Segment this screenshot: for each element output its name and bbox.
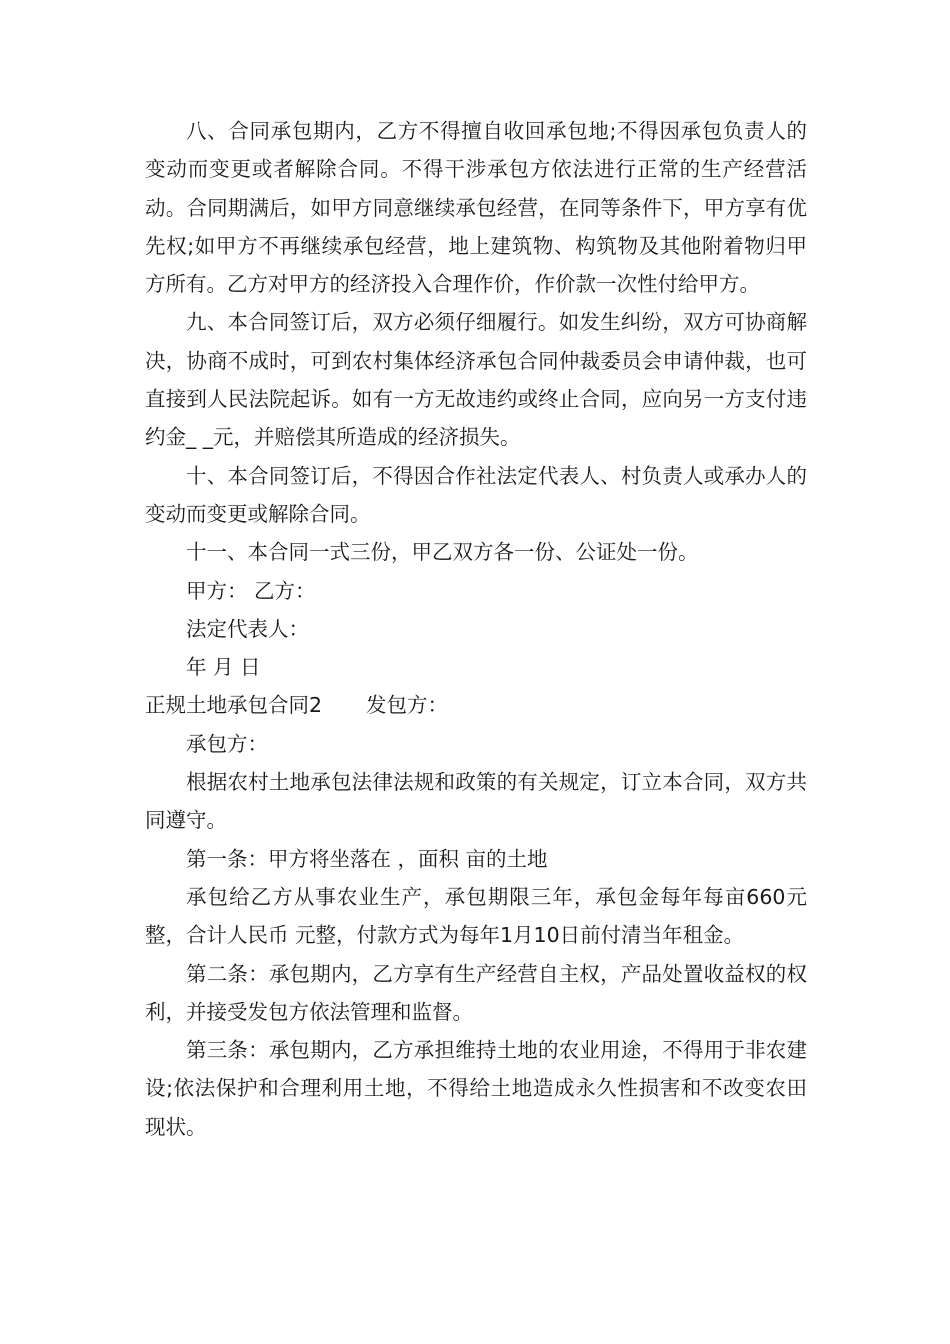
legal-representative-line: 法定代表人： (186, 616, 309, 641)
clause-10-paragraph: 十、本合同签订后，不得因合作社法定代表人、村负责人或承办人的变动而变更或解除合同。 (145, 463, 807, 526)
article-1-continuation: 承包给乙方从事农业生产，承包期限三年，承包金每年每亩660元整，合计人民币 元整，付款方式为每年1月10日前付清当年租金。 (145, 884, 807, 948)
clause-11-paragraph: 十一、本合同一式三份，甲乙双方各一份、公证处一份。 (186, 540, 699, 565)
contract-2-title: 正规土地承包合同2 (145, 693, 323, 718)
signature-parties-line: 甲方： 乙方： (186, 578, 316, 603)
contractee-party-line: 承包方： (186, 731, 268, 756)
contractor-party-label: 发包方： (366, 693, 449, 718)
contract-2-title-line (145, 686, 807, 724)
date-line: 年 月 日 (186, 655, 261, 680)
clause-8-paragraph: 八、合同承包期内，乙方不得擅自收回承包地;不得因承包负责人的变动而变更或者解除合同。不得干涉承包方依法进行正常的生产经营活动。合同期满后，如甲方同意继续承包经营，在同等条件下，甲方享有优先权;如甲方不再继续承包经营，地上建筑物、构筑物及其他附着物归甲方所有。乙方对甲方的经济投入合理作价，作价款一次性付给甲方。 (145, 119, 807, 297)
clause-9-paragraph: 九、本合同签订后，双方必须仔细履行。如发生纠纷，双方可协商解决，协商不成时，可到农村集体经济承包合同仲裁委员会申请仲裁，也可直接到人民法院起诉。如有一方无故违约或终止合同，应向另一方支付违约金_ _元，并赔偿其所造成的经济损失。 (145, 310, 807, 450)
preamble-paragraph: 根据农村土地承包法律法规和政策的有关规定，订立本合同，双方共同遵守。 (145, 770, 807, 833)
article-2-paragraph: 第二条：承包期内，乙方享有生产经营自主权，产品处置收益权的权利，并接受发包方依法管理和监督。 (145, 961, 807, 1024)
document-page (145, 112, 807, 1146)
article-3-paragraph: 第三条：承包期内，乙方承担维持土地的农业用途，不得用于非农建设;依法保护和合理利用土地，不得给土地造成永久性损害和不改变农田现状。 (145, 1038, 807, 1139)
article-1-paragraph: 第一条：甲方将坐落在 ，面积 亩的土地 (186, 846, 548, 871)
